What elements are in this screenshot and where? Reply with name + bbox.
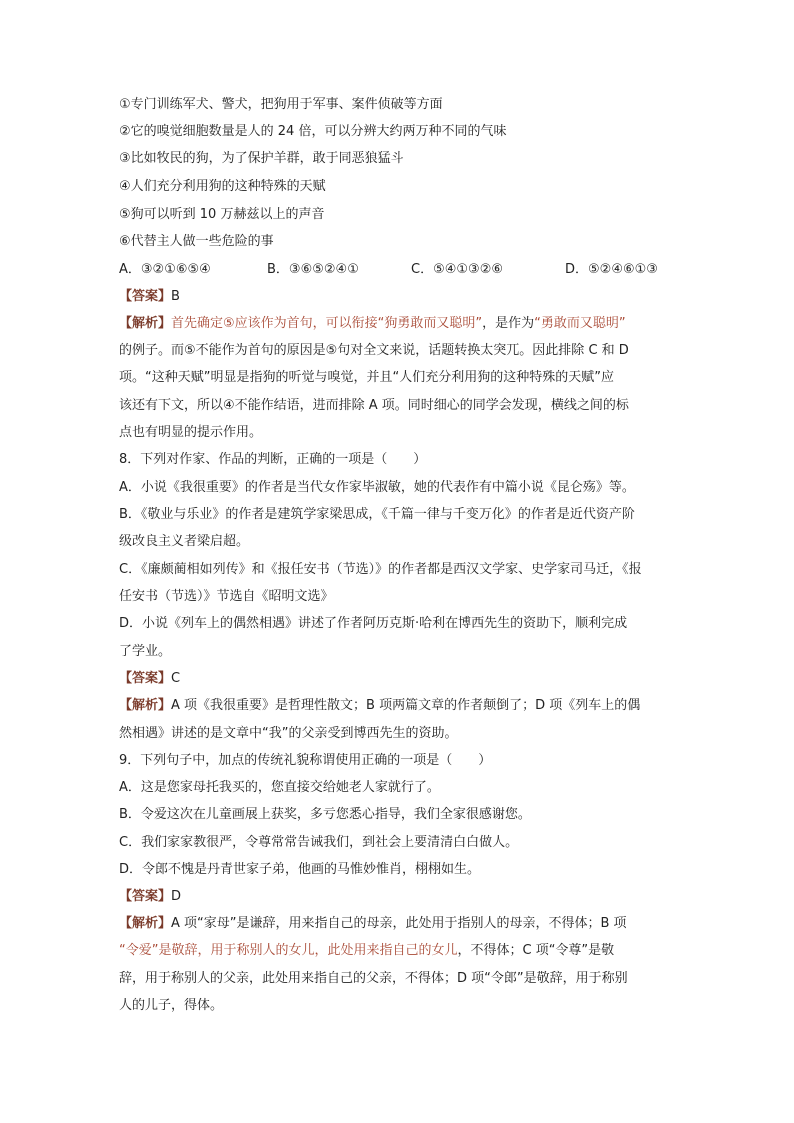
q8-option-d: D．小说《列车上的偶然相遇》讲述了作者阿历克斯·哈利在博西先生的资助下，顺利完成 (119, 616, 628, 631)
answer-value: B (171, 289, 180, 304)
q7-option-d: D．⑤②④⑥①③ (565, 262, 658, 277)
q9-option-b: B．令爱这次在儿童画展上获奖，多亏您悉心指导，我们全家很感谢您。 (119, 807, 531, 822)
q7-item-1: ①专门训练军犬、警犬，把狗用于军事、案件侦破等方面 (119, 97, 443, 112)
q7-item-5: ⑤狗可以听到 10 万赫兹以上的声音 (119, 207, 325, 222)
analysis-text: A 项“家母”是谦辞，用来指自己的母亲，此处用于指别人的母亲，不得体；B 项 (171, 916, 627, 931)
q7-item-3: ③比如牧民的狗，为了保护羊群，敢于同恶狼猛斗 (119, 151, 404, 166)
answer-tag: 【答案】 (119, 889, 172, 904)
analysis-text: A 项《我很重要》是哲理性散文；B 项两篇文章的作者颠倒了；D 项《列车上的偶 (171, 698, 641, 713)
q7-analysis-line-3: 项。“这种天赋”明显是指狗的听觉与嗅觉，并且“人们充分利用狗的这种特殊的天赋”应 (119, 370, 614, 385)
analysis-quote: “勇敢而又聪明” (534, 316, 626, 331)
q9-analysis-line-1 (119, 915, 679, 933)
answer-tag: 【答案】 (119, 289, 172, 304)
q9-option-d: D．令郎不愧是丹青世家子弟，他画的马惟妙惟肖，栩栩如生。 (119, 862, 481, 877)
q7-option-a: A．③②①⑥⑤④ (119, 262, 211, 277)
analysis-tag: 【解析】 (119, 316, 172, 331)
q9-option-a: A．这是您家母托我买的，您直接交给她老人家就行了。 (119, 780, 440, 795)
q9-option-c: C．我们家家教很严，令尊常常告诫我们，到社会上要清清白白做人。 (119, 835, 519, 850)
analysis-text: ，是作为 (482, 316, 535, 331)
q7-analysis-line-2: 的例子。而⑤不能作为首句的原因是⑤句对全文来说，话题转换太突兀。因此排除 C 和 D (119, 343, 629, 358)
q8-option-c: C．《廉颇蔺相如列传》和《报任安书（节选）》的作者都是西汉文学家、史学家司马迁，《报 (119, 562, 642, 577)
q7-options (119, 261, 679, 279)
q7-answer (119, 288, 679, 306)
q9-analysis-line-3: 辞，用于称别人的父亲，此处用来指自己的父亲，不得体；D 项“令郎”是敬辞，用于称别 (119, 971, 628, 986)
q8-option-b-cont: 级改良主义者梁启超。 (119, 534, 250, 549)
q9-answer (119, 888, 679, 906)
q8-analysis-line-1 (119, 697, 679, 715)
q8-analysis-line-2: 然相遇》讲述的是文章中“我”的父亲受到博西先生的资助。 (119, 726, 458, 741)
q8-option-a: A．小说《我很重要》的作者是当代女作家毕淑敏，她的代表作有中篇小说《昆仑殇》等。 (119, 480, 635, 495)
q8-option-b: B．《敬业与乐业》的作者是建筑学家梁思成，《千篇一律与千变万化》的作者是近代资产阶 (119, 507, 635, 522)
answer-value: D (171, 889, 182, 904)
q9-stem: 9．下列句子中，加点的传统礼貌称谓使用正确的一项是（ ） (119, 753, 492, 768)
q7-analysis-line-5: 点也有明显的提示作用。 (119, 425, 263, 440)
q8-stem: 8．下列对作家、作品的判断，正确的一项是（ ） (119, 452, 427, 467)
analysis-tag: 【解析】 (119, 916, 172, 931)
q7-item-2: ②它的嗅觉细胞数量是人的 24 倍，可以分辨大约两万种不同的气味 (119, 124, 507, 139)
q8-option-c-cont: 任安书（节选）》节选自《昭明文选》 (119, 589, 334, 604)
q7-item-6: ⑥代替主人做一些危险的事 (119, 234, 274, 249)
q9-analysis-line-2 (119, 942, 679, 960)
answer-value: C (171, 671, 181, 686)
q7-analysis-line-4: 该还有下文，所以④不能作结语，进而排除 A 项。同时细心的同学会发现，横线之间的标 (119, 398, 629, 413)
q8-answer (119, 670, 679, 688)
analysis-text: ，不得体；C 项“令尊”是敬 (457, 943, 615, 958)
q7-option-b: B．③⑥⑤②④① (267, 262, 359, 277)
analysis-tag: 【解析】 (119, 698, 172, 713)
q7-item-4: ④人们充分利用狗的这种特殊的天赋 (119, 179, 326, 194)
answer-tag: 【答案】 (119, 671, 172, 686)
q8-option-d-cont: 了学业。 (119, 644, 172, 659)
analysis-quote: “狗勇敢而又聪明” (377, 316, 483, 331)
q7-option-c: C．⑤④①③②⑥ (411, 262, 504, 277)
q9-analysis-line-4: 人的儿子，得体。 (119, 998, 224, 1013)
analysis-text: “令爱”是敬辞，用于称别人的女儿，此处用来指自己的女儿 (119, 943, 458, 958)
analysis-text: 首先确定⑤应该作为首句，可以衔接 (171, 316, 378, 331)
q7-analysis-line-1 (119, 315, 679, 333)
